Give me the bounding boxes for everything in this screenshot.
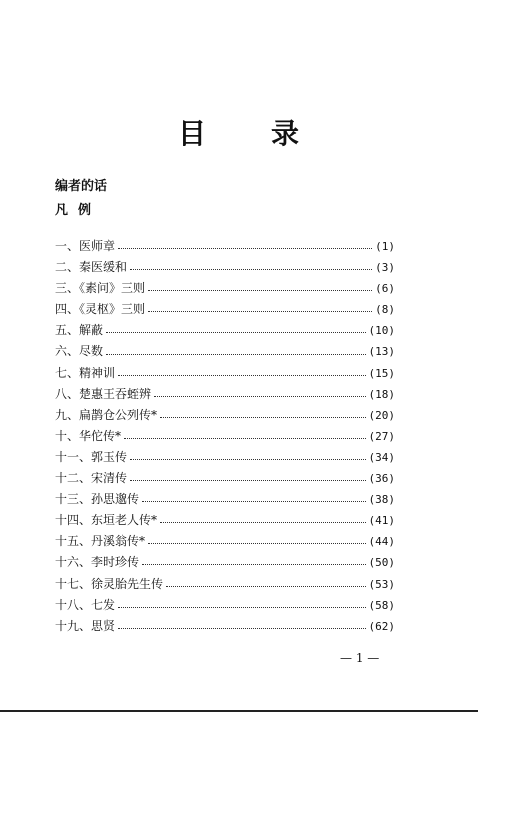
- toc-leader-dots: [118, 375, 365, 376]
- toc-entry-page: (27): [368, 429, 395, 443]
- toc-entry-title: 十六、李时珍传: [55, 555, 140, 570]
- toc-entry-title: 八、楚惠王吞蛭辨: [55, 386, 152, 401]
- toc-leader-dots: [130, 480, 365, 481]
- toc-entry-page: (15): [368, 366, 395, 380]
- toc-entry: [55, 405, 395, 426]
- toc-entry: [55, 531, 395, 552]
- toc-entry-page: (18): [368, 387, 395, 401]
- toc-leader-dots: [142, 564, 365, 565]
- table-of-contents: [55, 236, 395, 637]
- toc-entry-page: (41): [368, 514, 395, 528]
- toc-entry-title: 五、解蔽: [55, 323, 104, 338]
- toc-entry-page: (62): [368, 619, 395, 633]
- toc-entry: [55, 510, 395, 531]
- toc-entry-title: 三、《素问》三则: [55, 281, 146, 296]
- toc-leader-dots: [106, 332, 365, 333]
- toc-entry: [55, 278, 395, 299]
- toc-leader-dots: [142, 501, 365, 502]
- toc-entry: [55, 341, 395, 362]
- toc-entry: [55, 236, 395, 257]
- toc-leader-dots: [106, 354, 365, 355]
- toc-leader-dots: [160, 417, 365, 418]
- toc-entry: [55, 384, 395, 405]
- bottom-rule: [0, 710, 478, 712]
- toc-entry-title: 十二、宋清传: [55, 471, 128, 486]
- toc-entry-page: (50): [368, 556, 395, 570]
- toc-leader-dots: [130, 459, 365, 460]
- toc-entry: [55, 447, 395, 468]
- toc-leader-dots: [118, 248, 372, 249]
- page-number: — 1 —: [340, 651, 380, 665]
- toc-entry-page: (20): [368, 408, 395, 422]
- toc-entry: [55, 320, 395, 341]
- toc-entry: [55, 468, 395, 489]
- toc-entry: [55, 574, 395, 595]
- toc-leader-dots: [148, 290, 372, 291]
- toc-leader-dots: [124, 438, 365, 439]
- page-title: [0, 112, 505, 152]
- toc-entry-title: 六、尽数: [55, 344, 104, 359]
- toc-entry-title: 二、秦医缓和: [55, 260, 128, 275]
- toc-entry-title: 一、医师章: [55, 239, 116, 253]
- title-char-1: 目: [178, 117, 207, 150]
- toc-entry: [55, 595, 395, 616]
- toc-entry-page: (13): [368, 345, 395, 359]
- front-matter-guide: 凡例: [55, 203, 102, 218]
- toc-entry-page: (3): [375, 261, 395, 275]
- toc-entry-page: (36): [368, 472, 395, 486]
- toc-entry: [55, 426, 395, 447]
- toc-entry-title: 十八、七发: [55, 597, 116, 612]
- toc-leader-dots: [118, 607, 365, 608]
- toc-entry: [55, 363, 395, 384]
- toc-entry-page: (34): [368, 450, 395, 464]
- toc-leader-dots: [160, 522, 365, 523]
- toc-entry: [55, 257, 395, 278]
- toc-entry-page: (44): [368, 535, 395, 549]
- toc-entry-page: (10): [368, 324, 395, 338]
- toc-leader-dots: [118, 628, 365, 629]
- toc-entry-page: (53): [368, 577, 395, 591]
- toc-entry-title: 十七、徐灵胎先生传: [55, 576, 164, 591]
- toc-entry: [55, 552, 395, 573]
- toc-entry-page: (8): [375, 303, 395, 317]
- front-matter-editors-note: 编者的话: [55, 179, 108, 194]
- title-char-2: 录: [271, 117, 300, 150]
- toc-entry-title: 十四、东垣老人传*: [55, 513, 158, 528]
- toc-entry-page: (58): [368, 598, 395, 612]
- toc-entry: [55, 489, 395, 510]
- toc-entry-title: 十三、孙思邈传: [55, 492, 140, 507]
- toc-entry-title: 四、《灵枢》三则: [55, 302, 146, 317]
- toc-entry-page: (1): [375, 240, 395, 253]
- toc-entry-title: 十一、郭玉传: [55, 449, 128, 464]
- toc-entry-title: 七、精神训: [55, 365, 116, 380]
- toc-entry: [55, 299, 395, 320]
- toc-entry-page: (38): [368, 493, 395, 507]
- toc-entry-title: 十、华佗传*: [55, 428, 122, 443]
- toc-entry: [55, 616, 395, 637]
- toc-leader-dots: [166, 586, 365, 587]
- toc-entry-title: 十五、丹溪翁传*: [55, 534, 146, 549]
- toc-leader-dots: [148, 543, 365, 544]
- toc-entry-page: (6): [375, 282, 395, 296]
- toc-leader-dots: [148, 311, 372, 312]
- toc-entry-title: 十九、思贤: [55, 618, 116, 633]
- toc-entry-title: 九、扁鹊仓公列传*: [55, 407, 158, 422]
- toc-leader-dots: [154, 396, 365, 397]
- toc-leader-dots: [130, 269, 372, 270]
